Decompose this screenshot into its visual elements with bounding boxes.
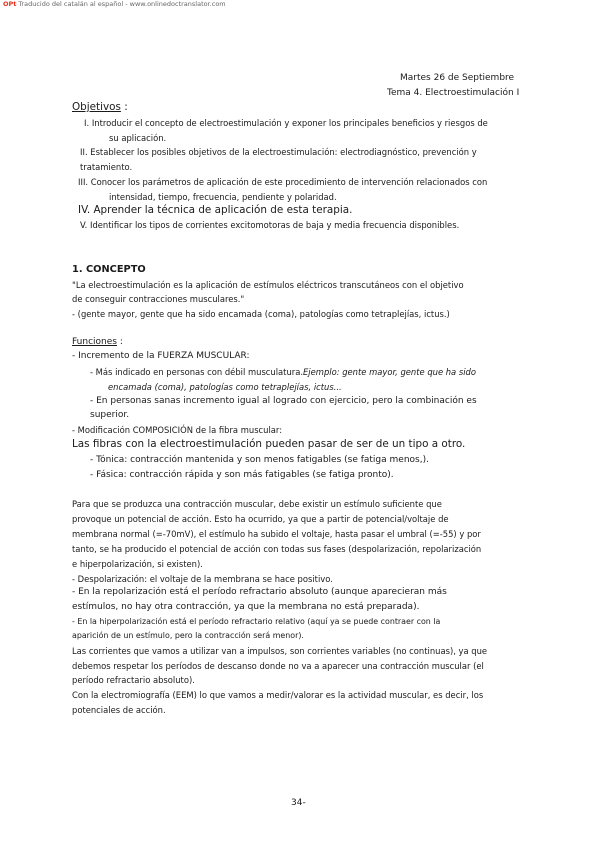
body-p1-line2: provoque un potencial de acción. Esto ha ocurrido, ya que a partir de potencial/voltaje de [72,514,449,524]
objective-2-num: II. [80,147,88,157]
translator-note: Traducido del catalán al español - www.onlinedoctranslator.com [18,0,226,8]
function-phasic: - Fásica: contracción rápida y son más fatigables (se fatiga pronto). [90,470,394,480]
body-hyperpolarization-line2: aparición de un estímulo, pero la contracción será menor). [72,631,304,640]
body-p2-line3: período refractario absoluto). [72,675,195,685]
translator-logo: OPt [3,0,17,8]
body-repolarization-line1: - En la repolarización está el período refractario absoluto (aunque aparecieran más [72,587,447,597]
concept-note: - (gente mayor, gente que ha sido encamada (coma), patologías como tetraplejías, ictus.) [72,309,450,319]
objective-3-num: III. [78,177,89,187]
header-topic: Tema 4. Electroestimulación I [387,88,520,98]
function-strength-a-text: - Más indicado en personas con débil musculatura. [90,367,304,377]
functions-heading [72,337,123,347]
concept-heading: 1. CONCEPTO [72,264,146,275]
objective-1-cont: su aplicación. [109,133,167,143]
translator-banner [3,0,226,8]
objective-3-cont: intensidad, tiempo, frecuencia, pendiente y polaridad. [109,192,337,202]
body-p2-line2: debemos respetar los períodos de descanso donde no va a aparecer una contracción muscular (el [72,661,484,671]
objective-4 [78,204,352,216]
objective-1-num: I. [84,118,90,128]
objective-5-text: Identificar los tipos de corrientes excitomotoras de baja y media frecuencia disponibles. [89,220,460,230]
body-depolarization: - Despolarización: el voltaje de la membrana se hace positivo. [72,574,333,584]
objectives-title: Objetivos [72,101,121,113]
header-date: Martes 26 de Septiembre [400,73,515,83]
function-strength: - Incremento de la FUERZA MUSCULAR: [72,351,250,361]
body-hyperpolarization-line1: - En la hiperpolarización está el período refractario relativo (aquí ya se puede contraer con la [72,617,441,626]
concept-quote-line1: "La electroestimulación es la aplicación de estímulos eléctricos transcutáneos con el objetivo [72,280,464,290]
body-p3-line1: Con la electromiografía (EEM) lo que vamos a medir/valorar es la actividad muscular, es decir, los [72,690,484,700]
body-p1-line1: Para que se produzca una contracción muscular, debe existir un estímulo suficiente que [72,499,442,509]
objective-3 [78,177,487,187]
function-composition-desc: Las fibras con la electroestimulación pueden pasar de ser de un tipo a otro. [72,438,466,450]
function-strength-a-example-cont: encamada (coma), patologías como tetraplejías, ictus... [108,382,342,392]
function-composition: - Modificación COMPOSICIÓN de la fibra muscular: [72,425,283,435]
body-p1-line5: e hiperpolarización, si existen). [72,559,203,569]
page-number: 34- [291,798,306,808]
objective-1 [84,118,488,128]
objective-1-text: Introducir el concepto de electroestimulación y exponer los principales beneficios y riesgos de [91,118,488,128]
function-strength-b: - En personas sanas incremento igual al logrado con ejercicio, pero la combinación es [90,396,477,406]
objectives-heading [72,101,128,113]
objective-4-text: Aprender la técnica de aplicación de esta terapia. [93,204,353,216]
objective-5-num: V. [80,220,88,230]
body-p3-line2: potenciales de acción. [72,705,166,715]
objective-2 [80,147,477,157]
concept-quote-line2: de conseguir contracciones musculares." [72,294,245,304]
objective-3-text: Conocer los parámetros de aplicación de este procedimiento de intervención relacionados con [90,177,488,187]
objective-2-text: Establecer los posibles objetivos de la electroestimulación: electrodiagnóstico, prevención y [90,147,477,157]
functions-colon: : [119,337,123,347]
objective-5 [80,220,459,230]
objective-4-num: IV. [78,204,91,216]
body-repolarization-line2: estímulos, no hay otra contracción, ya que la membrana no está preparada). [72,602,420,612]
body-p1-line4: tanto, se ha producido el potencial de acción con todas sus fases (despolarización, repolarización [72,544,482,554]
objectives-colon: : [124,101,128,113]
objective-2-cont: tratamiento. [80,162,133,172]
function-tonic: - Tónica: contracción mantenida y son menos fatigables (se fatiga menos,). [90,455,429,465]
functions-title: Funciones [72,337,117,347]
body-p1-line3: membrana normal (=-70mV), el estímulo ha subido el voltaje, hasta pasar el umbral (=-55) y por [72,529,481,539]
function-strength-a [90,367,476,377]
body-p2-line1: Las corrientes que vamos a utilizar van a impulsos, son corrientes variables (no continuas), ya que [72,646,488,656]
function-strength-b-cont: superior. [90,410,130,420]
function-strength-a-example: Ejemplo: gente mayor, gente que ha sido [303,367,476,377]
